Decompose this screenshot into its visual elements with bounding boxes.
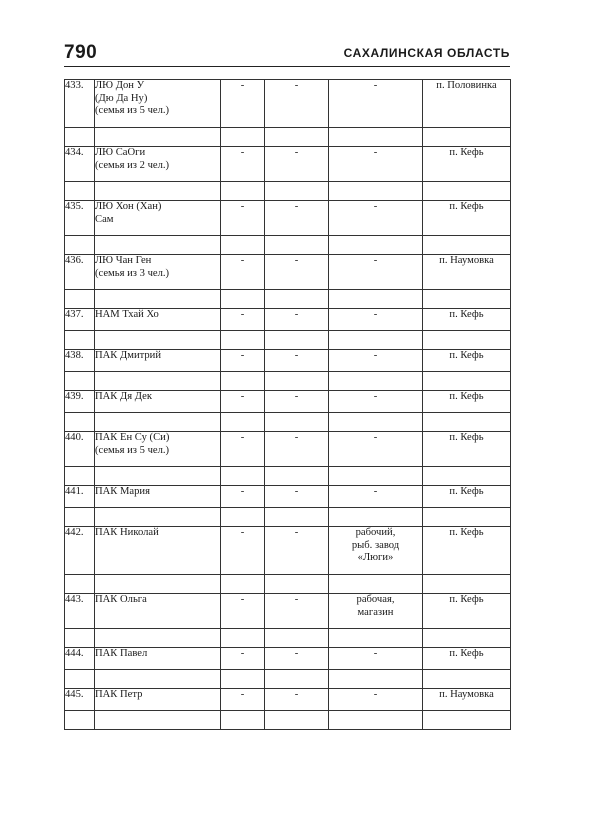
empty-cell [423,508,511,527]
empty-cell [329,372,423,391]
col-b-value: - [294,486,299,497]
place-cell [423,689,511,711]
name-cell [95,648,221,670]
place-cell [423,527,511,575]
empty-cell [65,575,95,594]
table-row [65,432,511,467]
occupation-line: рабочая, [356,594,395,605]
page-header [64,40,510,67]
col-b-cell [265,80,329,128]
occupation-cell [329,648,423,670]
spacer-row [65,467,511,486]
row-number: 444. [65,648,84,659]
empty-cell [95,467,221,486]
row-number-cell [65,147,95,182]
name-cell [95,486,221,508]
col-b-cell [265,147,329,182]
empty-cell [65,372,95,391]
name-cell [95,689,221,711]
col-a-cell [221,527,265,575]
spacer-row [65,711,511,730]
row-number-cell [65,201,95,236]
row-number: 442. [65,527,84,538]
col-a-value: - [240,201,245,212]
table-row [65,594,511,629]
col-a-cell [221,432,265,467]
empty-cell [95,413,221,432]
occupation-cell [329,201,423,236]
col-a-value: - [240,527,245,538]
empty-cell [329,629,423,648]
table-row [65,486,511,508]
empty-cell [329,413,423,432]
empty-cell [423,575,511,594]
name-cell [95,255,221,290]
col-b-cell [265,201,329,236]
col-b-value: - [294,527,299,538]
empty-cell [423,128,511,147]
empty-cell [329,290,423,309]
empty-cell [65,629,95,648]
row-number: 439. [65,391,84,402]
col-a-value: - [240,80,245,91]
occupation-cell [329,527,423,575]
name-cell [95,432,221,467]
empty-cell [65,182,95,201]
col-b-cell [265,432,329,467]
empty-cell [65,670,95,689]
place-value: п. Кефь [449,527,484,538]
place-value: п. Кефь [449,594,484,605]
name-line: ЛЮ СаОги [95,147,146,158]
empty-cell [329,467,423,486]
empty-cell [329,508,423,527]
col-b-value: - [294,255,299,266]
name-line: ПАК Ольга [95,594,147,605]
occupation-line: рыб. завод [351,539,400,551]
row-number-cell [65,255,95,290]
col-a-cell [221,255,265,290]
name-line: (семья из 5 чел.) [95,105,170,116]
empty-cell [221,413,265,432]
row-number: 438. [65,350,84,361]
occupation-line: «Люги» [357,552,394,563]
empty-cell [65,236,95,255]
empty-cell [95,711,221,730]
place-cell [423,432,511,467]
row-number-cell [65,486,95,508]
occupation-line: - [373,201,378,212]
empty-cell [265,575,329,594]
col-a-cell [221,309,265,331]
empty-cell [265,236,329,255]
row-number-cell [65,689,95,711]
occupation-line: - [373,350,378,361]
table-row [65,689,511,711]
empty-cell [221,331,265,350]
occupation-line: - [373,432,378,443]
name-line: НАМ Тхай Хо [95,309,159,320]
place-value: п. Половинка [436,80,497,91]
col-b-cell [265,255,329,290]
occupation-cell [329,391,423,413]
empty-cell [221,372,265,391]
name-line: (семья из 5 чел.) [95,444,170,456]
empty-cell [95,670,221,689]
empty-cell [423,372,511,391]
table-row [65,255,511,290]
name-cell [95,527,221,575]
name-line: ПАК Дмитрий [95,350,162,361]
col-b-cell [265,648,329,670]
col-b-value: - [294,689,299,700]
empty-cell [329,236,423,255]
empty-cell [221,575,265,594]
table-row [65,147,511,182]
name-line: ПАК Дя Дек [95,391,152,402]
name-line: ЛЮ Чан Ген [95,255,152,266]
spacer-row [65,508,511,527]
col-b-value: - [294,391,299,402]
empty-cell [221,128,265,147]
empty-cell [423,290,511,309]
empty-cell [329,182,423,201]
empty-cell [265,467,329,486]
place-cell [423,594,511,629]
place-cell [423,648,511,670]
name-line: ПАК Николай [95,527,159,538]
col-a-cell [221,486,265,508]
empty-cell [95,629,221,648]
occupation-line: - [373,648,378,659]
col-b-value: - [294,350,299,361]
name-line: ПАК Петр [95,689,143,700]
col-a-value: - [240,391,245,402]
table-row [65,350,511,372]
empty-cell [95,508,221,527]
row-number: 437. [65,309,84,320]
place-value: п. Кефь [449,391,484,402]
name-line: Сам [95,213,114,225]
col-b-value: - [294,648,299,659]
spacer-row [65,670,511,689]
occupation-cell [329,80,423,128]
name-cell [95,391,221,413]
empty-cell [265,508,329,527]
row-number-cell [65,391,95,413]
running-title: САХАЛИНСКАЯ ОБЛАСТЬ [343,46,510,60]
empty-cell [95,331,221,350]
place-cell [423,486,511,508]
col-b-cell [265,689,329,711]
spacer-row [65,290,511,309]
table-row [65,309,511,331]
empty-cell [329,670,423,689]
name-line: ПАК Мария [95,486,150,497]
name-cell [95,309,221,331]
empty-cell [95,128,221,147]
empty-cell [265,413,329,432]
row-number: 441. [65,486,84,497]
place-value: п. Кефь [449,432,484,443]
col-b-cell [265,391,329,413]
place-cell [423,255,511,290]
col-b-value: - [294,201,299,212]
empty-cell [65,128,95,147]
occupation-line: - [373,309,378,320]
empty-cell [221,236,265,255]
col-b-cell [265,350,329,372]
empty-cell [95,372,221,391]
name-line: (семья из 2 чел.) [95,159,170,171]
name-line: ЛЮ Дон У [95,80,145,91]
place-value: п. Наумовка [439,255,494,266]
occupation-line: - [373,147,378,158]
place-cell [423,309,511,331]
empty-cell [265,128,329,147]
table-row [65,648,511,670]
empty-cell [423,711,511,730]
persons-table [64,79,511,730]
col-b-value: - [294,147,299,158]
occupation-line: магазин [357,606,394,618]
empty-cell [65,331,95,350]
empty-cell [221,467,265,486]
col-a-cell [221,350,265,372]
place-value: п. Кефь [449,147,484,158]
row-number: 445. [65,689,84,700]
name-cell [95,147,221,182]
col-a-value: - [240,432,245,443]
place-value: п. Наумовка [439,689,494,700]
table-row [65,527,511,575]
empty-cell [221,670,265,689]
empty-cell [329,575,423,594]
col-a-value: - [240,594,245,605]
empty-cell [65,467,95,486]
name-line: ЛЮ Хон (Хан) [95,201,162,212]
row-number: 443. [65,594,84,605]
empty-cell [265,372,329,391]
occupation-line: - [373,486,378,497]
name-cell [95,350,221,372]
place-cell [423,147,511,182]
place-cell [423,80,511,128]
occupation-cell [329,594,423,629]
spacer-row [65,236,511,255]
occupation-line: - [373,689,378,700]
occupation-cell [329,432,423,467]
col-a-cell [221,201,265,236]
name-line: (Дю Да Ну) [95,92,148,104]
col-a-cell [221,80,265,128]
col-b-value: - [294,80,299,91]
page-number: 790 [64,42,98,63]
col-a-value: - [240,648,245,659]
empty-cell [221,629,265,648]
empty-cell [329,128,423,147]
occupation-cell [329,350,423,372]
empty-cell [95,575,221,594]
place-value: п. Кефь [449,350,484,361]
row-number: 440. [65,432,84,443]
occupation-line: - [373,391,378,402]
spacer-row [65,575,511,594]
col-a-value: - [240,309,245,320]
col-a-value: - [240,486,245,497]
table-row [65,201,511,236]
spacer-row [65,128,511,147]
row-number-cell [65,527,95,575]
occupation-cell [329,147,423,182]
col-a-value: - [240,689,245,700]
occupation-line: - [373,80,378,91]
empty-cell [65,290,95,309]
col-b-cell [265,486,329,508]
empty-cell [95,182,221,201]
row-number: 434. [65,147,84,158]
empty-cell [423,629,511,648]
occupation-cell [329,255,423,290]
spacer-row [65,413,511,432]
empty-cell [221,290,265,309]
place-cell [423,201,511,236]
name-line: ПАК Ен Су (Си) [95,432,170,443]
empty-cell [65,413,95,432]
row-number: 435. [65,201,84,212]
empty-cell [329,711,423,730]
name-cell [95,594,221,629]
empty-cell [423,413,511,432]
place-value: п. Кефь [449,201,484,212]
col-a-cell [221,594,265,629]
place-value: п. Кефь [449,648,484,659]
col-b-value: - [294,594,299,605]
empty-cell [265,629,329,648]
col-a-cell [221,147,265,182]
col-b-value: - [294,432,299,443]
empty-cell [423,331,511,350]
name-cell [95,201,221,236]
row-number-cell [65,432,95,467]
row-number-cell [65,309,95,331]
place-value: п. Кефь [449,486,484,497]
occupation-line: - [373,255,378,266]
row-number-cell [65,350,95,372]
col-a-cell [221,648,265,670]
empty-cell [265,331,329,350]
empty-cell [95,290,221,309]
occupation-cell [329,486,423,508]
empty-cell [265,711,329,730]
row-number: 433. [65,80,84,91]
empty-cell [221,182,265,201]
col-a-value: - [240,350,245,361]
empty-cell [65,508,95,527]
empty-cell [423,236,511,255]
place-cell [423,391,511,413]
empty-cell [265,290,329,309]
occupation-cell [329,309,423,331]
name-line: (семья из 3 чел.) [95,267,170,279]
occupation-cell [329,689,423,711]
empty-cell [423,182,511,201]
occupation-line: рабочий, [355,527,396,538]
name-line: ПАК Павел [95,648,148,659]
empty-cell [423,670,511,689]
col-a-value: - [240,255,245,266]
col-b-value: - [294,309,299,320]
row-number-cell [65,648,95,670]
spacer-row [65,372,511,391]
row-number-cell [65,594,95,629]
place-cell [423,350,511,372]
spacer-row [65,182,511,201]
empty-cell [329,331,423,350]
col-b-cell [265,527,329,575]
empty-cell [265,670,329,689]
col-b-cell [265,594,329,629]
empty-cell [65,711,95,730]
name-cell [95,80,221,128]
spacer-row [65,331,511,350]
empty-cell [95,236,221,255]
persons-table-body [65,80,511,730]
table-row [65,391,511,413]
empty-cell [221,508,265,527]
spacer-row [65,629,511,648]
empty-cell [221,711,265,730]
col-b-cell [265,309,329,331]
col-a-cell [221,391,265,413]
place-value: п. Кефь [449,309,484,320]
empty-cell [423,467,511,486]
table-row [65,80,511,128]
row-number: 436. [65,255,84,266]
col-a-cell [221,689,265,711]
col-a-value: - [240,147,245,158]
row-number-cell [65,80,95,128]
empty-cell [265,182,329,201]
